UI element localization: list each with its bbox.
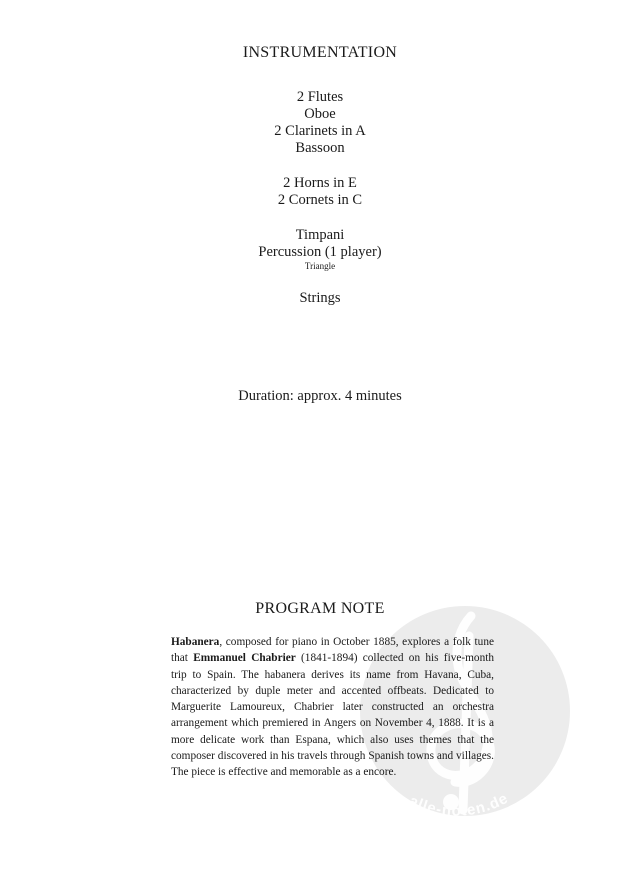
instrument-line: 2 Cornets in C [277,192,363,208]
instrument-line: 2 Clarinets in A [274,123,366,139]
percussion-detail: Triangle [304,261,336,271]
work-title: Habanera [171,636,220,648]
note-text: , composed for piano in October 1885, explores a folk tune that [171,636,494,665]
instrument-line: Percussion (1 player) [258,244,382,260]
instrument-line: 2 Horns in E [283,175,357,191]
instrument-line: 2 Flutes [296,89,344,105]
watermark-text: alle-noten.de [406,789,512,820]
woodwinds-list [0,89,640,157]
instrument-line: Oboe [304,106,336,122]
program-note-body [171,634,494,781]
percussion-list [0,227,640,271]
brass-list [0,175,640,209]
instrument-line: Bassoon [295,140,345,156]
instrument-line: Strings [299,290,341,306]
note-text: (1841-1894) collected on his five-month trip to Spain. The habanera derives its name from Havana, Cuba, characterized by duple meter and accented offbeats. Dedicated to Marguerite Lamoureux, Chabrier later constructed an orchestra arrangement which premiered in Angers on November 4, 1888. It is a more delicate work than Espana, which also uses themes that the composer discovered in his travels through Spanish towns and villages. The piece is effective and memorable as a encore. [171,652,495,779]
instrument-line: Timpani [295,227,345,243]
strings-list [0,290,640,307]
duration-text: Duration: approx. 4 minutes [238,388,402,404]
instrumentation-title: INSTRUMENTATION [242,44,398,61]
program-note-title: PROGRAM NOTE [255,600,385,617]
composer-name: Emmanuel Chabrier [193,652,296,665]
